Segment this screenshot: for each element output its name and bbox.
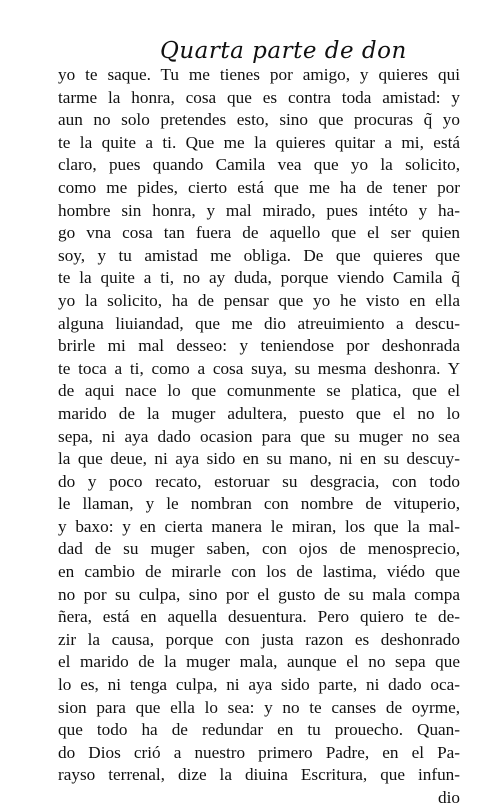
- text-line: dio: [438, 788, 460, 807]
- text-line: zir la causa, porque con justa razon es deshonrado: [58, 629, 460, 649]
- text-line: go vna cosa tan fuera de aquello que el ser quien: [58, 223, 460, 243]
- text-line: como me pides, cierto está que me ha de tener por: [58, 177, 460, 197]
- text-line: yo la solicito, ha de pensar que yo he visto en ella: [58, 290, 460, 310]
- text-line: y baxo: y en cierta manera le miran, los que la mal-: [58, 516, 460, 536]
- text-line: do Dios crió a nuestro primero Padre, en el Pa-: [58, 742, 460, 762]
- text-line: lo es, ni tenga culpa, ni aya sido parte, ni dado oca-: [58, 675, 460, 695]
- text-line: brirle mi mal desseo: y teniendose por deshonrada: [58, 336, 460, 356]
- text-line: que todo ha de redundar en tu prouecho. Quan-: [58, 720, 460, 740]
- text-line: en cambio de mirarle con los de lastima, viédo que: [58, 562, 460, 582]
- text-line: sion para que ella lo sea: y no te canses de oyrme,: [58, 697, 460, 717]
- text-line: la que deue, ni aya sido en su mano, ni en su descuy-: [58, 449, 460, 469]
- text-line: sepa, ni aya dado ocasion para que su muger no sea: [58, 426, 460, 446]
- text-line: do y poco recato, estoruar su desgracia, con todo: [58, 471, 460, 491]
- text-line: rayso terrenal, dize la diuina Escritura, que infun-: [58, 765, 460, 785]
- text-line: alguna liuiandad, que me dio atreuimiento a descu-: [58, 313, 460, 333]
- text-line: soy, y tu amistad me obliga. De que quieres que: [58, 245, 460, 265]
- text-line: yo te saque. Tu me tienes por amigo, y quieres qui: [58, 65, 460, 84]
- text-line: hombre sin honra, y mal mirado, pues intéto y ha-: [58, 200, 460, 220]
- text-line: le llaman, y le nombran con nombre de vituperio,: [58, 494, 460, 514]
- text-line: te la quite a ti. Que me la quieres quitar a mi, está: [58, 132, 460, 152]
- running-head: Quarta parte de don: [160, 38, 407, 64]
- text-line: aun no solo pretendes esto, sino que procuras q̃ yo: [58, 110, 460, 130]
- body-text: [58, 64, 460, 810]
- text-line: marido de la muger adultera, puesto que el no lo: [58, 403, 460, 423]
- text-line: te la quite a ti, no ay duda, porque viendo Camila q̃: [58, 268, 460, 288]
- text-line: de aqui nace lo que comunmente se platica, que el: [58, 381, 460, 401]
- text-line: ñera, está en aquella desuentura. Pero quiero te de-: [58, 607, 460, 627]
- text-line: el marido de la muger mala, aunque el no sepa que: [58, 652, 460, 672]
- text-line: claro, pues quando Camila vea que yo la solicito,: [58, 155, 460, 175]
- text-line: tarme la honra, cosa que es contra toda amistad: y: [58, 87, 460, 107]
- text-line: dad de su muger saben, con ojos de menosprecio,: [58, 539, 460, 559]
- text-line: no por su culpa, sino por el gusto de su mala compa: [58, 584, 460, 604]
- text-line: te toca a ti, como a cosa suya, su mesma deshonra. Y: [58, 358, 460, 378]
